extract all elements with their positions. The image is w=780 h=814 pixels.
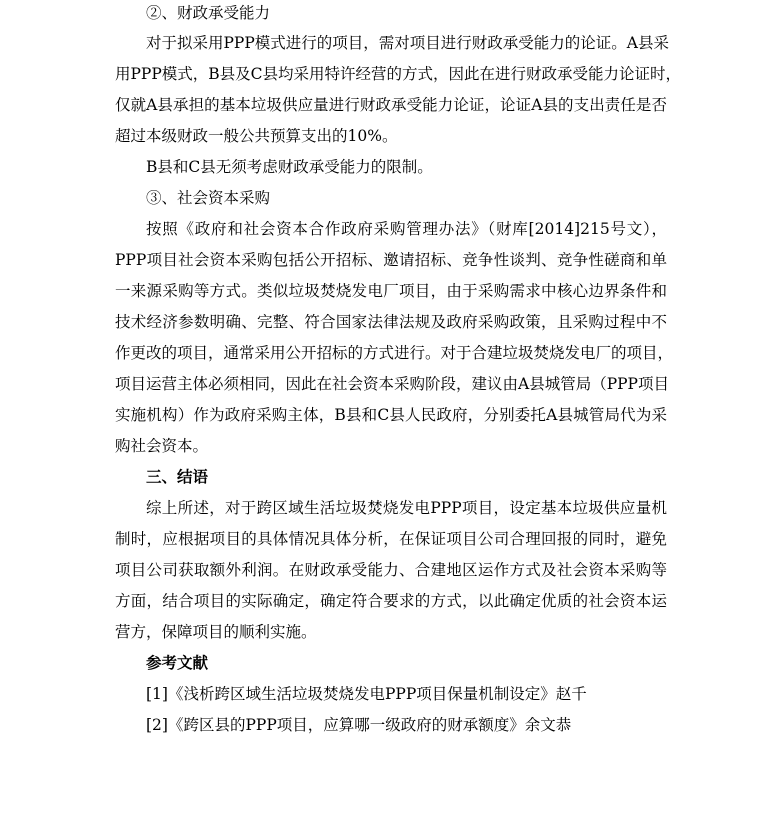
fiscal-capacity-heading: ②、财政承受能力 — [146, 4, 271, 22]
conclusion-paragraph-line: 综上所述，对于跨区域生活垃圾焚烧发电PPP项目，设定基本垃圾供应量机 — [146, 499, 667, 517]
fiscal-paragraph-line: 超过本级财政一般公共预算支出的10%。 — [115, 127, 398, 145]
procurement-paragraph-line: 作更改的项目，通常采用公开招标的方式进行。对于合建垃圾焚烧发电厂的项目， — [115, 344, 674, 362]
references-heading: 参考文献 — [146, 653, 209, 672]
procurement-paragraph-line: 技术经济参数明确、完整、符合国家法律法规及政府采购政策，且采购过程中不 — [115, 313, 667, 331]
procurement-paragraph-line: 实施机构）作为政府采购主体，B县和C县人民政府，分别委托A县城管局代为采 — [115, 406, 667, 424]
procurement-paragraph-line: 项目运营主体必须相同，因此在社会资本采购阶段，建议由A县城管局（PPP项目 — [115, 375, 669, 393]
fiscal-paragraph-line: 对于拟采用PPP模式进行的项目，需对项目进行财政承受能力的论证。A县采 — [146, 34, 669, 52]
procurement-paragraph-line: 一来源采购等方式。类似垃圾焚烧发电厂项目，由于采购需求中核心边界条件和 — [115, 282, 667, 300]
conclusion-paragraph-line: 营方，保障项目的顺利实施。 — [115, 623, 317, 641]
reference-item: [2]《跨区县的PPP项目，应算哪一级政府的财承额度》余文恭 — [146, 716, 572, 734]
procurement-paragraph-line: PPP项目社会资本采购包括公开招标、邀请招标、竞争性谈判、竞争性磋商和单 — [115, 251, 667, 269]
fiscal-note: B县和C县无须考虑财政承受能力的限制。 — [146, 158, 433, 176]
procurement-heading: ③、社会资本采购 — [146, 189, 271, 207]
procurement-paragraph-line: 购社会资本。 — [115, 437, 209, 455]
fiscal-paragraph-line: 用PPP模式，B县及C县均采用特许经营的方式，因此在进行财政承受能力论证时， — [115, 65, 682, 83]
fiscal-paragraph-line: 仅就A县承担的基本垃圾供应量进行财政承受能力论证，论证A县的支出责任是否 — [115, 96, 667, 114]
procurement-paragraph-line: 按照《政府和社会资本合作政府采购管理办法》（财库[2014]215号文）， — [146, 220, 667, 238]
conclusion-heading: 三、结语 — [146, 467, 209, 486]
reference-item: [1]《浅析跨区域生活垃圾焚烧发电PPP项目保量机制设定》赵千 — [146, 685, 587, 703]
conclusion-paragraph-line: 制时，应根据项目的具体情况具体分析，在保证项目公司合理回报的同时，避免 — [115, 530, 667, 548]
conclusion-paragraph-line: 方面，结合项目的实际确定，确定符合要求的方式，以此确定优质的社会资本运 — [115, 592, 667, 610]
conclusion-paragraph-line: 项目公司获取额外利润。在财政承受能力、合建地区运作方式及社会资本采购等 — [115, 561, 667, 579]
